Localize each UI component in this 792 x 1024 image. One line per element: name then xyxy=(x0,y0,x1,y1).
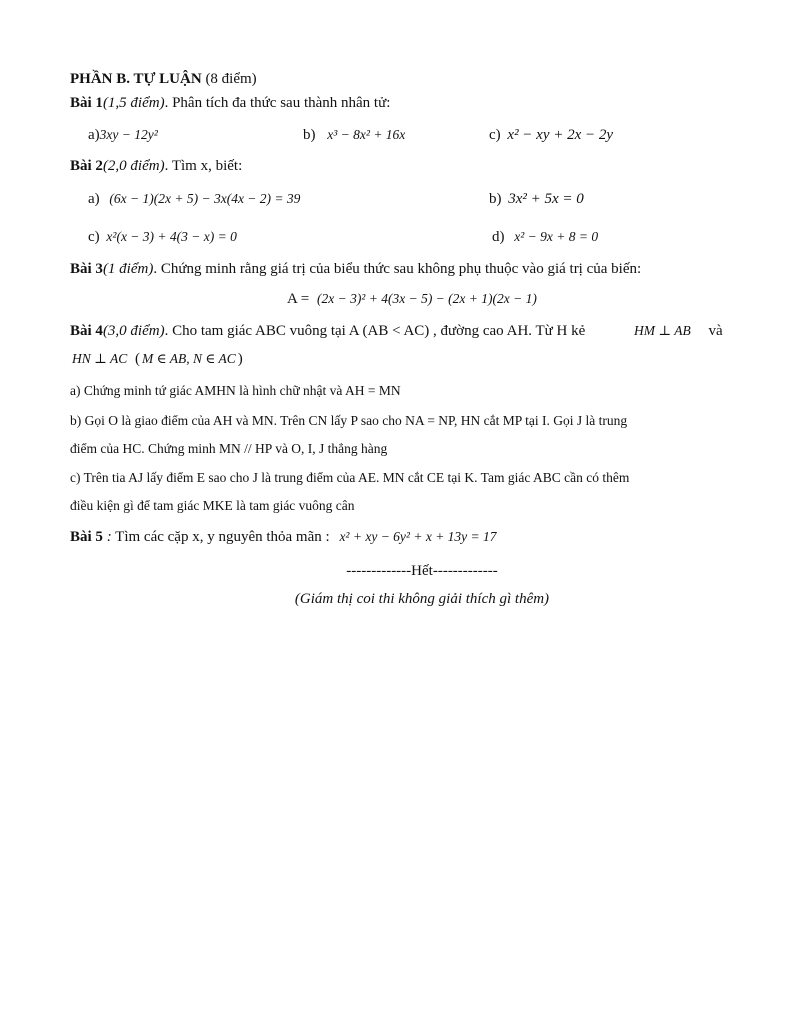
bai4-a: a) Chứng minh tứ giác AMHN là hình chữ nhật và AH = MN xyxy=(70,383,401,398)
bai1-a-expr: 3xy − 12y² xyxy=(99,127,158,142)
bai2-points: (2,0 điểm) xyxy=(102,158,165,174)
bai1-a-label: a) xyxy=(88,127,100,143)
bai5-colon: : xyxy=(102,529,112,545)
bai4-label: Bài 4 xyxy=(70,323,103,339)
bai4-paren-open: ( xyxy=(134,351,140,367)
bai2-label: Bài 2 xyxy=(70,158,103,174)
bai4-text2: và xyxy=(708,323,723,339)
bai2-c-expr: x²(x − 3) + 4(3 − x) = 0 xyxy=(106,229,237,244)
bai2-c-label: c) xyxy=(88,229,100,245)
bai2-heading xyxy=(70,157,242,175)
bai4-hm-ab xyxy=(634,322,723,340)
bai1-c-expr: x² − xy + 2x − 2y xyxy=(507,127,614,143)
section-title-points: (8 điểm) xyxy=(201,71,257,87)
bai4-paren-close: ) xyxy=(237,351,243,367)
bai2-a-expr: (6x − 1)(2x + 5) − 3x(4x − 2) = 39 xyxy=(109,191,301,206)
bai4-c1: c) Trên tia AJ lấy điểm E sao cho J là trung điểm của AE. MN cắt CE tại K. Tam giác ABC cần có thêm xyxy=(70,470,630,485)
bai3-a-prefix: A = xyxy=(287,291,310,307)
bai3-text: . Chứng minh rằng giá trị của biểu thức sau không phụ thuộc vào giá trị của biến: xyxy=(153,261,642,277)
bai4-hn-ac xyxy=(72,350,243,368)
bai3-a-expr: (2x − 3)² + 4(3x − 5) − (2x + 1)(2x − 1) xyxy=(316,291,537,306)
bai1-label: Bài 1 xyxy=(70,95,103,111)
bai4-expr1: HM ⊥ AB xyxy=(634,323,691,338)
bai4-points: (3,0 điểm) xyxy=(102,323,165,339)
bai4-heading xyxy=(70,322,585,340)
bai1-b-label: b) xyxy=(303,127,316,143)
bai4-expr2: HN ⊥ AC xyxy=(72,351,128,366)
bai1-points: (1,5 điểm) xyxy=(102,95,165,111)
bai2-a-label: a) xyxy=(88,191,100,207)
bai2-d-expr: x² − 9x + 8 = 0 xyxy=(514,229,599,244)
section-title-bold: PHẦN B. TỰ LUẬN xyxy=(70,71,202,87)
bai5-text: Tìm các cặp x, y nguyên thỏa mãn : xyxy=(111,529,330,545)
bai3-points: (1 điểm) xyxy=(102,261,154,277)
bai2-b-expr: 3x² + 5x = 0 xyxy=(508,191,584,207)
bai1-c-label: c) xyxy=(489,127,501,143)
bai4-b2: điểm của HC. Chứng minh MN // HP và O, I, J thẳng hàng xyxy=(70,441,388,456)
bai3-expression xyxy=(287,290,537,308)
bai5-label: Bài 5 xyxy=(70,529,103,545)
bai1-b-expr: x³ − 8x² + 16x xyxy=(327,127,406,142)
bai2-d xyxy=(492,228,598,246)
bai2-text: . Tìm x, biết: xyxy=(164,158,243,174)
bai1-heading xyxy=(70,94,390,112)
bai2-a xyxy=(88,190,300,208)
bai2-c xyxy=(88,228,237,246)
bai3-heading xyxy=(70,260,641,278)
bai4-c2: điều kiện gì để tam giác MKE là tam giác vuông cân xyxy=(70,498,355,513)
bai3-label: Bài 3 xyxy=(70,261,103,277)
bai4-text1: . Cho tam giác ABC vuông tại A (AB < AC) , đường cao AH. Từ H kẻ xyxy=(164,323,586,339)
bai1-c xyxy=(489,126,613,144)
end-marker: -------------Hết------------- xyxy=(346,563,498,579)
bai5 xyxy=(70,528,497,546)
bai1-b xyxy=(303,126,405,144)
bai1-a xyxy=(88,126,158,144)
bai2-b xyxy=(489,190,584,208)
section-title xyxy=(70,70,257,88)
bai4-expr3: M ∈ AB, N ∈ AC xyxy=(141,351,236,366)
bai5-expr: x² + xy − 6y² + x + 13y = 17 xyxy=(339,529,497,544)
bai2-d-label: d) xyxy=(492,229,505,245)
bai4-b1: b) Gọi O là giao điểm của AH và MN. Trên CN lấy P sao cho NA = NP, HN cắt MP tại I. Gọi J là trung xyxy=(70,413,628,428)
proctor-note: (Giám thị coi thi không giải thích gì thêm) xyxy=(294,591,550,607)
bai2-b-label: b) xyxy=(489,191,502,207)
bai1-text: . Phân tích đa thức sau thành nhân tử: xyxy=(164,95,391,111)
